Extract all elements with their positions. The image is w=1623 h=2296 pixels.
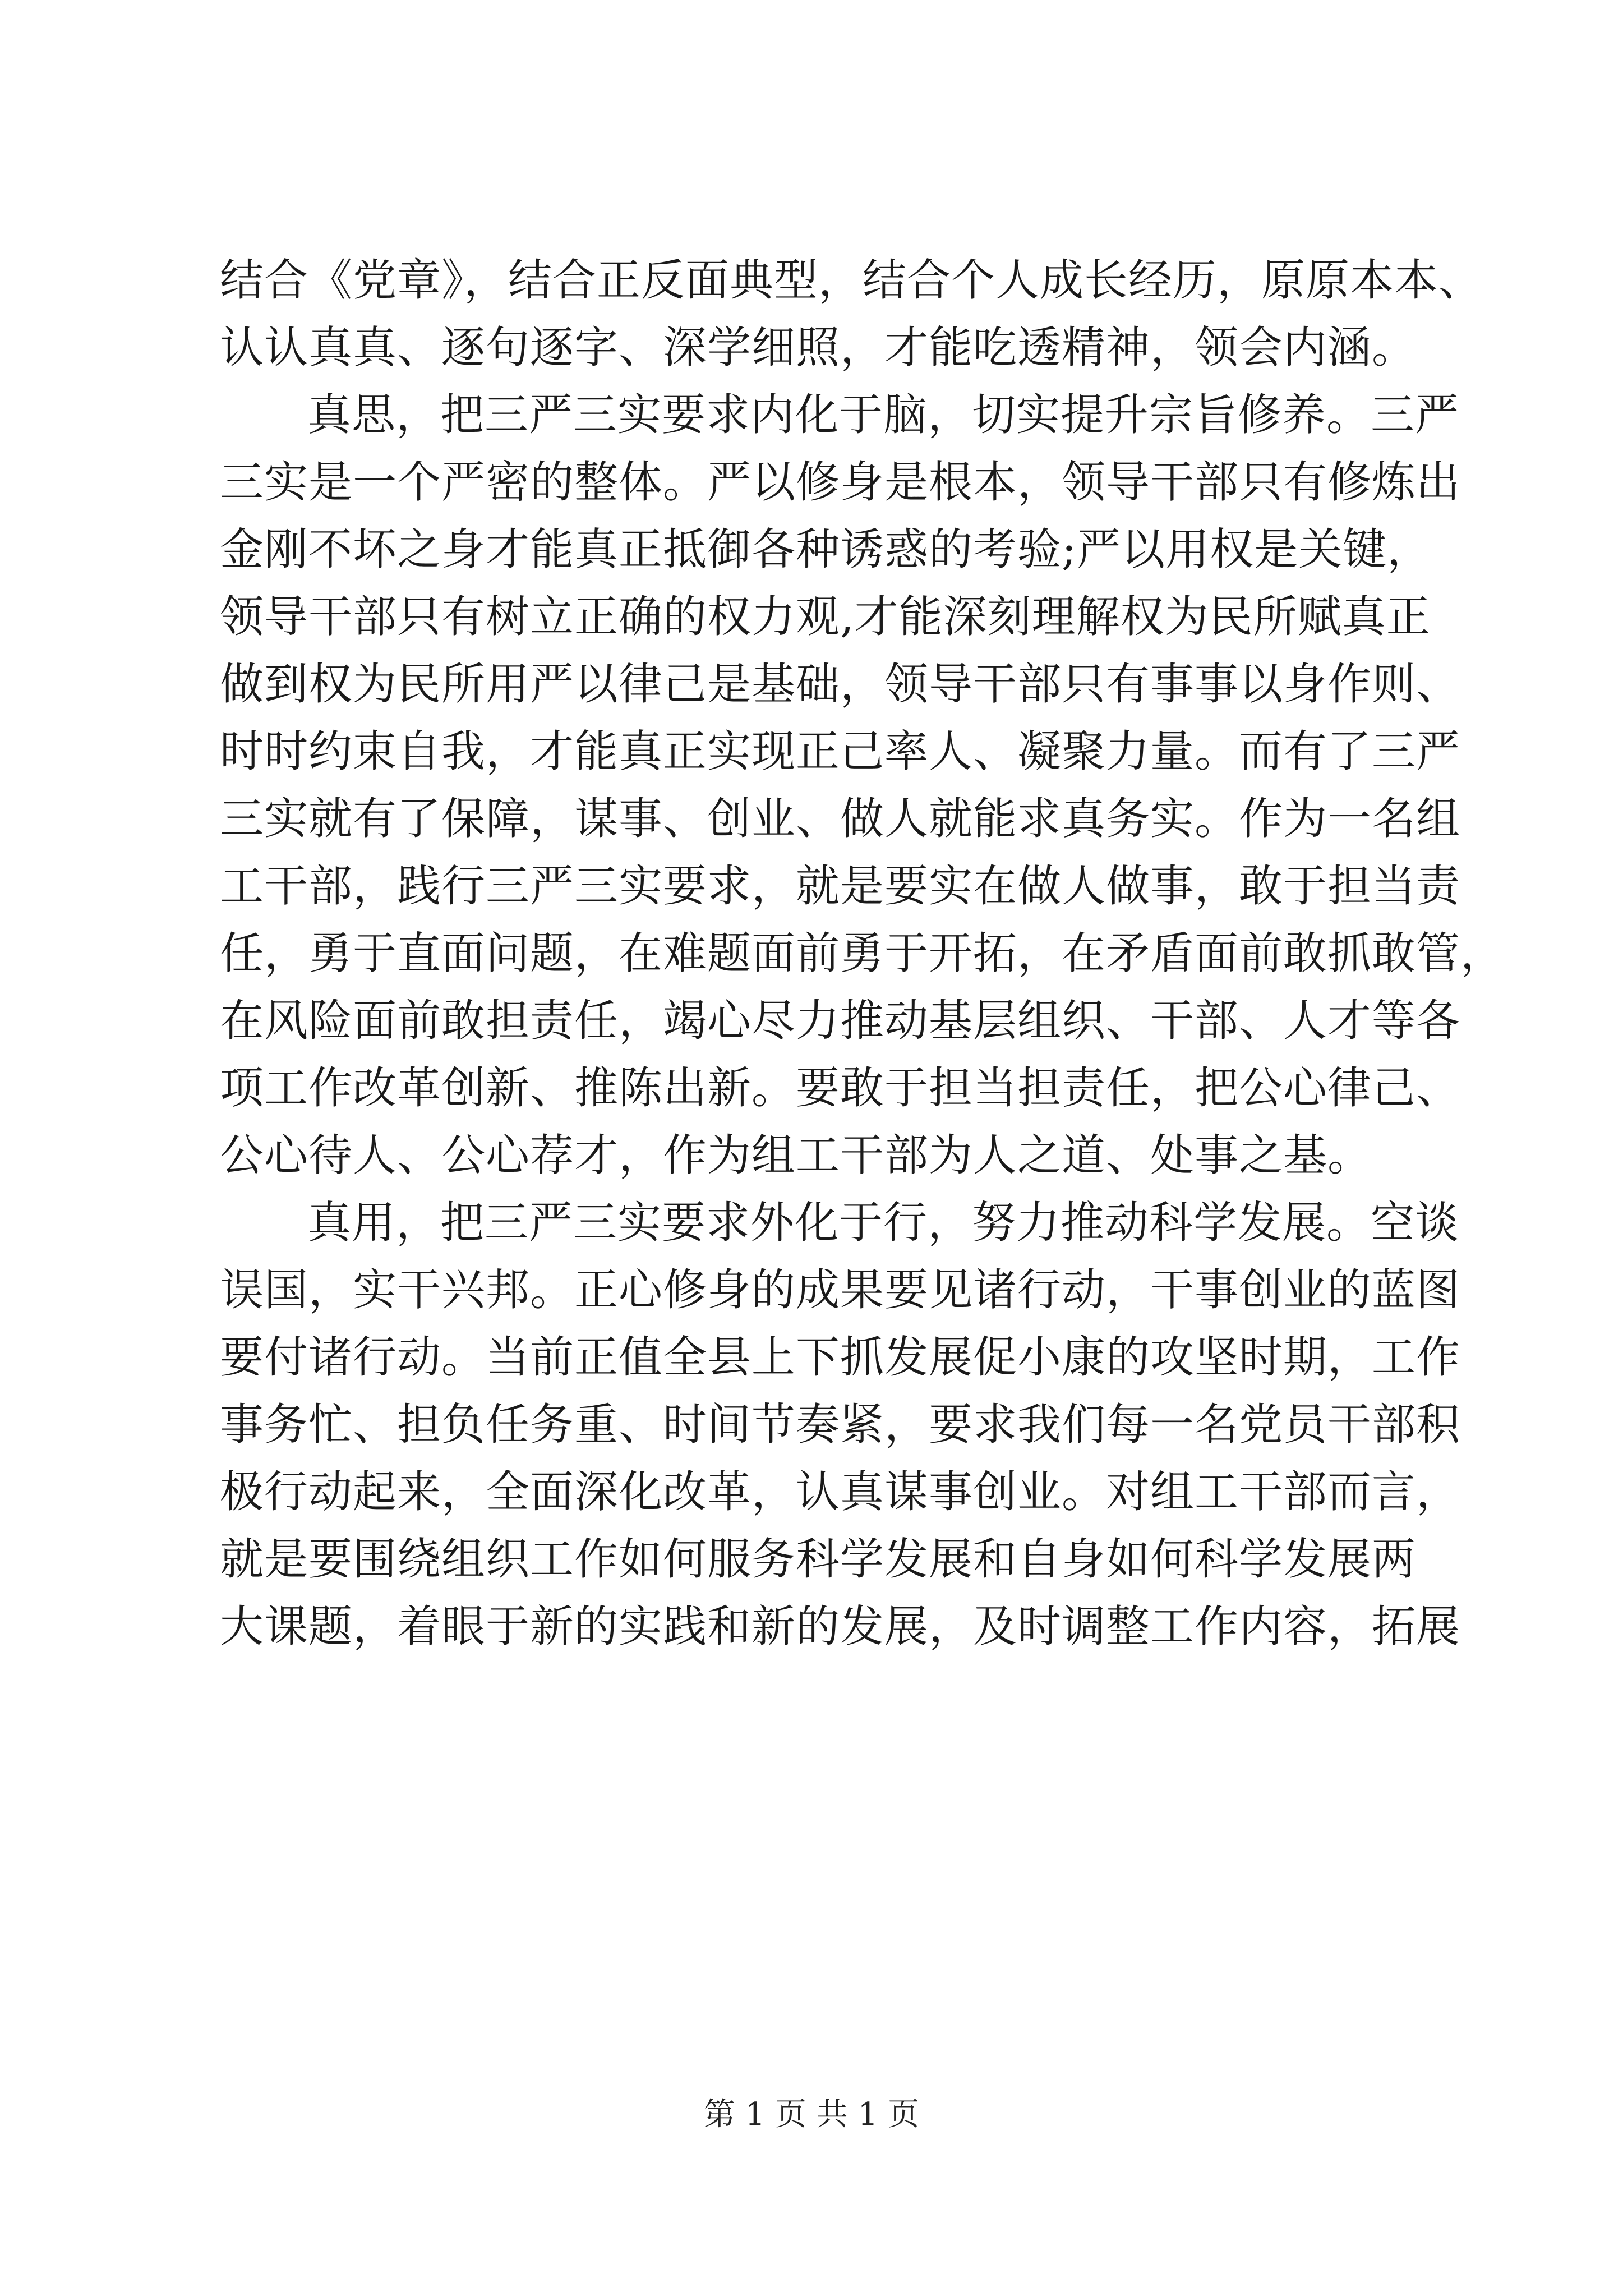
paragraph-first-line: 真用，把三严三实要求外化于行，努力推动科学发展。空谈 <box>307 1198 1460 1248</box>
text-line: 公心待人、公心荐才，作为组工干部为人之道、处事之基。 <box>220 1130 1372 1181</box>
text-line: 三实是一个严密的整体。严以修身是根本，领导干部只有修炼出 <box>220 457 1461 508</box>
paragraph-first-line: 真思，把三严三实要求内化于脑，切实提升宗旨修养。三严 <box>307 390 1460 440</box>
body-text <box>220 247 1505 1660</box>
text-line: 做到权为民所用严以律己是基础，领导干部只有事事以身作则、 <box>220 659 1461 710</box>
text-line: 三实就有了保障，谋事、创业、做人就能求真务实。作为一名组 <box>220 794 1461 844</box>
text-line: 在风险面前敢担责任，竭心尽力推动基层组织、干部、人才等各 <box>220 996 1461 1046</box>
text-line: 大课题，着眼于新的实践和新的发展，及时调整工作内容，拓展 <box>220 1602 1461 1652</box>
text-line: 项工作改革创新、推陈出新。要敢于担当担责任，把公心律己、 <box>220 1063 1461 1114</box>
text-line: 事务忙、担负任务重、时间节奏紧，要求我们每一名党员干部积 <box>220 1400 1461 1450</box>
text-line: 就是要围绕组织工作如何服务科学发展和自身如何科学发展两 <box>220 1534 1417 1585</box>
text-line: 要付诸行动。当前正值全县上下抓发展促小康的攻坚时期，工作 <box>220 1332 1461 1383</box>
text-line: 极行动起来，全面深化改革，认真谋事创业。对组工干部而言， <box>220 1467 1461 1517</box>
text-line: 任，勇于直面问题，在难题面前勇于开拓，在矛盾面前敢抓敢管， <box>220 928 1505 979</box>
text-line: 结合《党章》，结合正反面典型，结合个人成长经历，原原本本、 <box>220 255 1483 306</box>
text-line: 认认真真、逐句逐字、深学细照，才能吃透精神，领会内涵。 <box>220 323 1417 373</box>
page-footer: 第 1 页 共 1 页 <box>703 2096 920 2133</box>
text-line: 领导干部只有树立正确的权力观,才能深刻理解权为民所赋真正 <box>220 592 1431 642</box>
text-line: 时时约束自我，才能真正实现正己率人、凝聚力量。而有了三严 <box>220 726 1461 777</box>
text-line: 误国，实干兴邦。正心修身的成果要见诸行动，干事创业的蓝图 <box>220 1265 1461 1315</box>
text-line: 工干部，践行三严三实要求，就是要实在做人做事，敢于担当责 <box>220 861 1461 912</box>
text-line: 金刚不坏之身才能真正抵御各种诱惑的考验;严以用权是关键， <box>220 524 1432 575</box>
